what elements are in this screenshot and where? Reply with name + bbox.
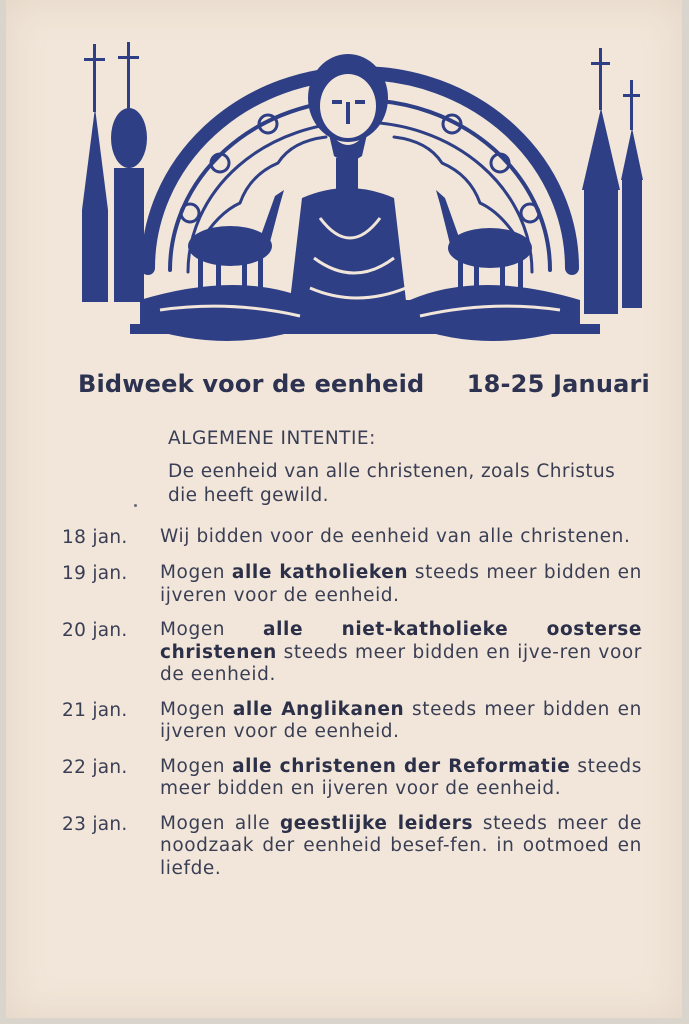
entry-text: Mogen alle Anglikanen steeds meer bidden en ijveren voor de eenheid. [160, 698, 642, 742]
prayer-schedule [62, 526, 642, 892]
heading-dates: 18-25 Januari [466, 370, 650, 398]
schedule-entry-23 [62, 813, 642, 881]
card-heading [70, 370, 650, 414]
entry-date: 22 jan. [62, 756, 128, 778]
entry-text: Wij bidden voor de eenheid van alle christenen. [160, 526, 631, 547]
prayer-card [6, 0, 682, 1018]
entry-date: 23 jan. [62, 813, 128, 835]
entry-text: Mogen alle geestlijke leiders steeds meer de noodzaak der eenheid besef-fen. in ootmoed en liefde. [160, 812, 642, 879]
left-tower [82, 210, 108, 302]
entry-text: Mogen alle christenen der Reformatie steeds meer bidden en ijveren voor de eenheid. [160, 755, 642, 799]
heading-title: Bidweek voor de eenheid [78, 370, 425, 398]
schedule-entry-19 [62, 562, 642, 607]
schedule-entry-20 [62, 619, 642, 687]
entry-text: Mogen alle niet-katholieke oosterse christenen steeds meer bidden en ijve-ren voor de eenheid. [160, 619, 642, 685]
intention-text: De eenheid van alle christenen, zoals Christus die heeft gewild. [168, 461, 616, 506]
right-tower [584, 188, 618, 314]
schedule-entry-22 [62, 756, 642, 801]
schedule-entry-18 [62, 526, 642, 550]
intention-label: ALGEMENE INTENTIE: [168, 428, 376, 449]
woodcut-illustration [70, 38, 650, 360]
entry-date: 21 jan. [62, 699, 128, 721]
entry-date: 19 jan. [62, 563, 128, 584]
entry-text: Mogen alle katholieken steeds meer bidden en ijveren voor de eenheid. [160, 562, 642, 606]
entry-date: 20 jan. [62, 620, 128, 641]
entry-date: 18 jan. [62, 527, 128, 548]
schedule-entry-21 [62, 699, 642, 744]
ink-speck [134, 504, 137, 507]
